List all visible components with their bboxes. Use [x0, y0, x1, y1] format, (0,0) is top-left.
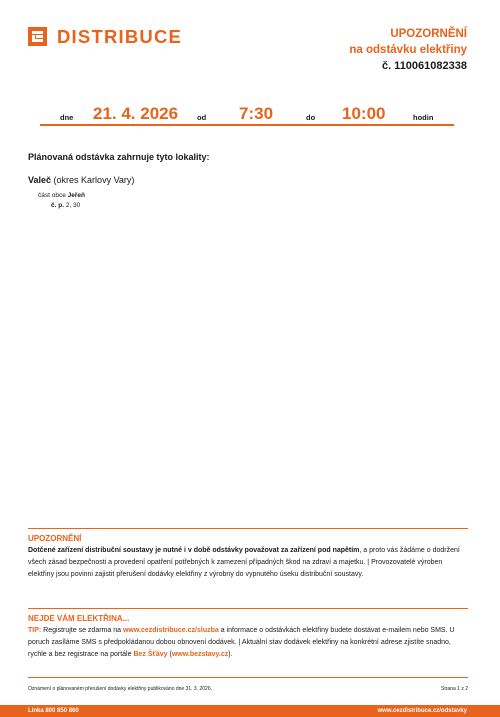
brand-logo [28, 27, 182, 46]
footer-info-row [28, 686, 468, 692]
cez-logo-icon [28, 27, 47, 46]
date-label: dne [60, 113, 74, 122]
outage-date: 21. 4. 2026 [93, 104, 179, 123]
tip-block [28, 613, 470, 661]
date-divider [40, 124, 454, 126]
unit-label: hodin [413, 113, 434, 122]
to-label: do [306, 113, 316, 122]
footer-divider [28, 677, 468, 678]
warning-divider [28, 528, 468, 529]
from-label: od [197, 113, 207, 122]
tip-text-4: ). [228, 651, 233, 658]
location-town: Valeč [28, 175, 52, 185]
tip-link-bezstavy[interactable]: www.bezstavy.cz [171, 651, 229, 658]
footer-url-link[interactable]: www.cezdistribuce.cz/odstavky [377, 708, 467, 714]
published-note: Oznámení o plánovaném přerušení dodávky elektřiny publikováno dne 31. 3. 2026. [28, 686, 213, 692]
warning-text [28, 545, 470, 581]
outage-datetime-row [40, 102, 454, 124]
notice-number: č. 110061082338 [381, 60, 467, 72]
warning-bold-text: Dotčené zařízení distribuční soustavy je nutné i v době odstávky považovat za zařízení pod napětím [28, 547, 360, 554]
tip-brand-bezstavy: Bez Šťávy [133, 651, 168, 658]
tip-divider [28, 608, 468, 609]
warning-rest-text: , a proto vás žádáme o dodržení všech zásad bezpečnosti a provedení opatření potřebných k zamezení případných škod na zdraví a majetku. | Provozovatelé výroben elektřiny jsou povinni zajistit přerušení dodávky elektřiny z výrobny do vypnutého úseku distribuční soustavy. [28, 547, 460, 578]
warning-block [28, 533, 470, 581]
notice-header [349, 26, 467, 74]
tip-title: NEJDE VÁM ELEKTŘINA... [28, 614, 130, 623]
numbers-label: č. p. [51, 202, 65, 209]
locations-intro: Plánovaná odstávka zahrnuje tyto lokality: [28, 152, 210, 162]
page-number: Strana 1 z 2 [441, 686, 468, 692]
tip-link-sluzba[interactable]: www.cezdistribuce.cz/sluzba [122, 627, 219, 634]
location-part: Jeřeň [67, 192, 85, 199]
location-district: (okres Karlovy Vary) [53, 175, 135, 185]
location-numbers-line [51, 202, 80, 209]
tip-text-3: ( [167, 651, 172, 658]
part-label: část obce [38, 192, 66, 199]
notice-title: UPOZORNĚNÍ [390, 28, 467, 40]
tip-text-2: a informace o odstávkách elektřiny budete dostávat e-mailem nebo SMS. U poruch zasíláme SMS s předpokládanou dobou obnovení dodávek. | Aktuální stav dodávek elektřiny na konkrétní adrese zjistíte snadno, rychle a bez registrace na portále [28, 627, 455, 658]
outage-from-time: 7:30 [239, 104, 274, 123]
bottom-bar [0, 705, 500, 717]
tip-label: TIP: [28, 627, 42, 634]
location-part-line [38, 192, 85, 199]
hotline: Linka 800 850 860 [28, 708, 79, 714]
location-numbers: 2, 30 [65, 202, 81, 209]
brand-name: DISTRIBUCE [57, 26, 183, 47]
notice-subtitle: na odstávku elektřiny [349, 44, 467, 56]
tip-text [28, 625, 470, 661]
location-town-line [28, 175, 134, 185]
tip-text-1: Registrujte se zdarma na [41, 627, 123, 634]
outage-to-time: 10:00 [342, 104, 386, 123]
warning-title: UPOZORNĚNÍ [28, 534, 82, 543]
